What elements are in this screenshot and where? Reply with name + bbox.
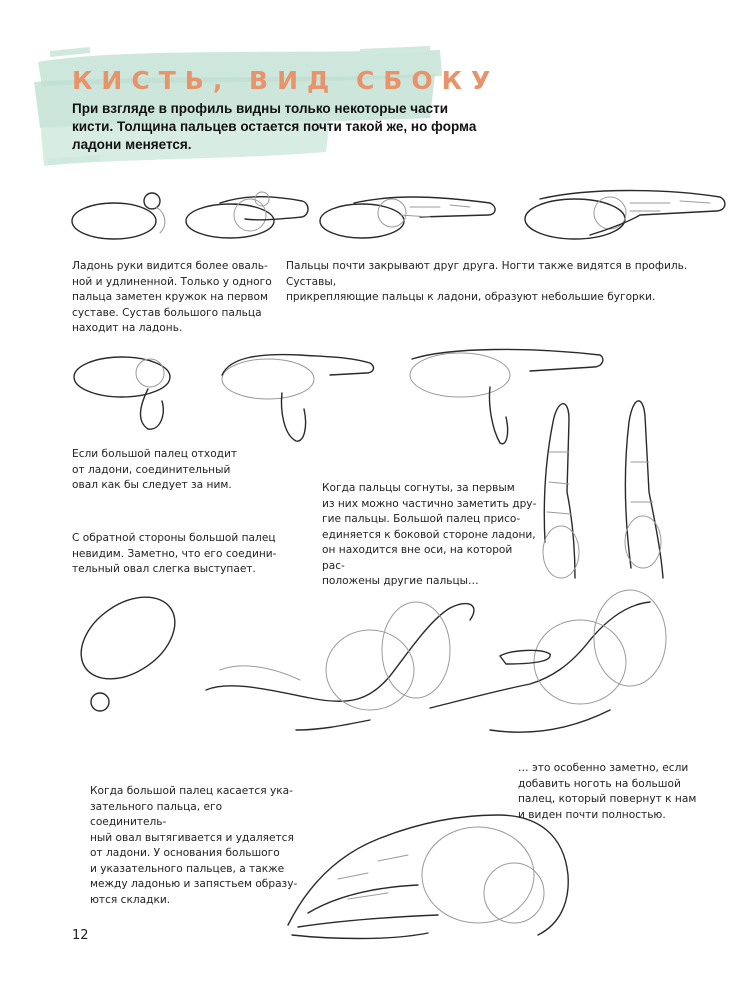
hand-sketch-row-3 <box>70 580 690 750</box>
hand-sketch-row-2 <box>70 345 610 455</box>
caption-5: Когда пальцы согнуты, за первым из них можно частично заметить дру- гие пальцы. Большой палец присо- единяется к боковой стороне ладони, он находится вне оси, на которой рас- положены другие пальцы… <box>322 482 537 587</box>
page-title: КИСТЬ, ВИД СБОКУ <box>72 66 500 95</box>
caption-6: Когда большой палец касается ука- зательного пальца, его соединитель- ный овал вытягивается и удаляется от ладони. У основания большого и указательного пальцев, а также между ладонью и запястьем образу- ются складки. <box>90 785 298 906</box>
hand-sketch-vertical <box>535 392 695 582</box>
caption-4: С обратной стороны большой палец невидим. Заметно, что его соедини- тельный овал слегка выступает. <box>72 532 277 575</box>
lead-paragraph: При взгляде в профиль видны только некоторые части кисти. Толщина пальцев остается почти такой же, но форма ладони меняется. <box>72 101 477 152</box>
caption-1: Ладонь руки видится более оваль- ной и удлиненной. Только у одного пальца заметен кружок на первом суставе. Сустав большого пальца находит на ладонь. <box>72 260 272 334</box>
caption-3: Если большой палец отходит от ладони, соединительный овал как бы следует за ним. <box>72 448 238 491</box>
caption-2: Пальцы почти закрывают друг друга. Ногти также видятся в профиль. Суставы, прикрепляющие пальцы к ладони, образуют небольшие бугорки. <box>286 260 688 303</box>
hand-sketch-bottom <box>278 775 578 945</box>
page-number: 12 <box>72 928 89 943</box>
caption-7: … это особенно заметно, если добавить ноготь на большой палец, который повернут к нам и виден почти полностью. <box>518 762 697 821</box>
hand-sketch-row-1 <box>70 185 730 255</box>
